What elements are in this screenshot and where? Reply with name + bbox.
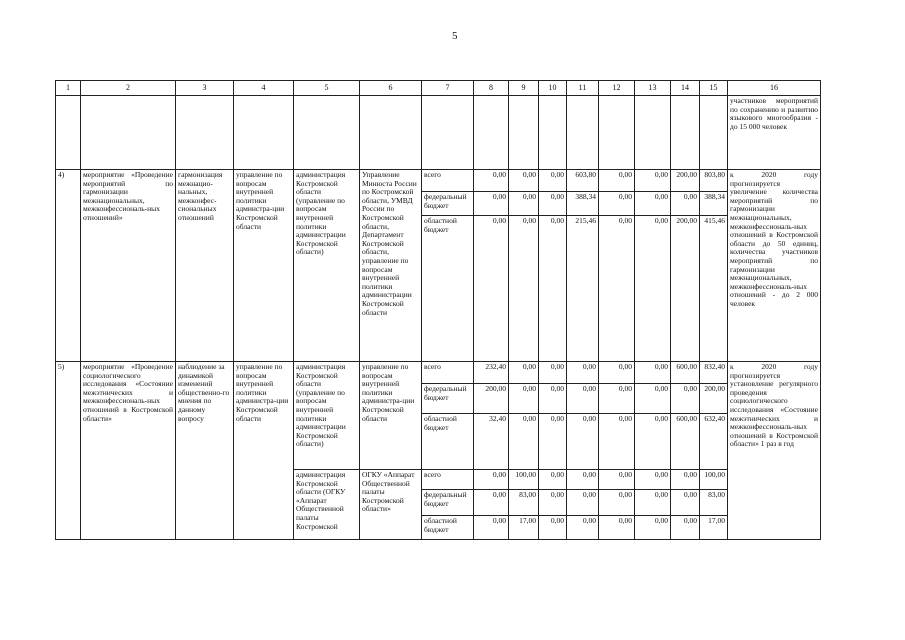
- value-cell: 0,00: [474, 516, 509, 540]
- value-cell: 232,40: [474, 362, 509, 384]
- value-cell: 0,00: [539, 490, 567, 516]
- value-cell: 832,40: [700, 362, 728, 384]
- source-label: федеральный бюджет: [422, 384, 474, 414]
- value-cell: 0,00: [635, 470, 671, 490]
- source-label: областной бюджет: [422, 414, 474, 470]
- partners-text: Управление Минюста России по Костромской области, УМВД России по Костромской области, Департамент Костромской области, управление по вопросам внутренней политики администрации Костромской области: [360, 170, 422, 362]
- participant-text: администрация Костромской области (ОГКУ «Аппарат Общественной палаты Костромской: [294, 470, 360, 540]
- value-cell: 0,00: [539, 216, 567, 362]
- value-cell: 0,00: [509, 362, 539, 384]
- partners-text: управление по вопросам внутренней политики администра-ции Костромской области: [360, 362, 422, 470]
- value-cell: 0,00: [635, 192, 671, 216]
- value-cell: 388,34: [700, 192, 728, 216]
- value-cell: 17,00: [700, 516, 728, 540]
- col-header: 11: [567, 81, 599, 96]
- value-cell: 600,00: [671, 414, 700, 470]
- value-cell: 0,00: [599, 516, 635, 540]
- header-row: [56, 81, 821, 96]
- col-header: 8: [474, 81, 509, 96]
- value-cell: 0,00: [671, 470, 700, 490]
- col-header: 1: [56, 81, 81, 96]
- value-cell: 0,00: [474, 216, 509, 362]
- event-name: мероприятие «Проведение мероприятий по гармонизации межнациональных, межконфессиональ-ных отношений»: [81, 170, 176, 362]
- col-header: 10: [539, 81, 567, 96]
- value-cell: 0,00: [474, 490, 509, 516]
- value-cell: 0,00: [509, 170, 539, 192]
- value-cell: 83,00: [509, 490, 539, 516]
- value-cell: 0,00: [599, 192, 635, 216]
- col-header: 16: [728, 81, 821, 96]
- value-cell: 0,00: [509, 192, 539, 216]
- task-text: наблюдение за динамикой изменений общественно-го мнения по данному вопросу: [176, 362, 234, 540]
- table-row-4: [56, 170, 821, 192]
- value-cell: 0,00: [671, 192, 700, 216]
- value-cell: 0,00: [635, 170, 671, 192]
- result-text: к 2020 году прогнозируется установление регулярного проведения социологического исследования «Состояние межэтнических и межконфессиональ-ных отношений в Костромской области» 1 раз в год: [728, 362, 821, 540]
- value-cell: 0,00: [567, 384, 599, 414]
- value-cell: 0,00: [567, 362, 599, 384]
- value-cell: 83,00: [700, 490, 728, 516]
- page-number: 5: [452, 30, 458, 42]
- task-text: гармонизация межнацио-нальных, межконфес-сиональных отношений: [176, 170, 234, 362]
- value-cell: 803,80: [700, 170, 728, 192]
- source-label: всего: [422, 470, 474, 490]
- source-label: областной бюджет: [422, 516, 474, 540]
- value-cell: 0,00: [599, 384, 635, 414]
- value-cell: 0,00: [539, 516, 567, 540]
- value-cell: 0,00: [474, 470, 509, 490]
- value-cell: 0,00: [474, 170, 509, 192]
- value-cell: 0,00: [567, 516, 599, 540]
- value-cell: 0,00: [539, 362, 567, 384]
- value-cell: 0,00: [671, 384, 700, 414]
- value-cell: 0,00: [539, 170, 567, 192]
- value-cell: 603,80: [567, 170, 599, 192]
- participant-text: администрация Костромской области (управление по вопросам внутренней политики администрации Костромской области): [294, 170, 360, 362]
- value-cell: 0,00: [635, 216, 671, 362]
- source-label: областной бюджет: [422, 216, 474, 362]
- col-header: 12: [599, 81, 635, 96]
- value-cell: 0,00: [635, 516, 671, 540]
- table-row-5: [56, 362, 821, 384]
- value-cell: 200,00: [671, 216, 700, 362]
- value-cell: 0,00: [509, 414, 539, 470]
- executor-text: управление по вопросам внутренней политики администра-ции Костромской области: [234, 362, 294, 540]
- value-cell: 0,00: [509, 384, 539, 414]
- value-cell: 100,00: [509, 470, 539, 490]
- value-cell: 0,00: [599, 362, 635, 384]
- value-cell: 0,00: [539, 384, 567, 414]
- value-cell: 0,00: [567, 414, 599, 470]
- value-cell: 0,00: [635, 362, 671, 384]
- value-cell: 0,00: [671, 490, 700, 516]
- result-text: к 2020 году прогнозируется увеличение количества мероприятий по гармонизации межнациональных, межконфессиональ-ных отношений в Костромской области до 50 единиц, количества участников мероприятий по гармонизации межнациональных, межконфессиональ-ных отношений - до 2 000 человек: [728, 170, 821, 362]
- col-header: 2: [81, 81, 176, 96]
- row-number: 4): [56, 170, 81, 362]
- col-header: 15: [700, 81, 728, 96]
- value-cell: 0,00: [635, 490, 671, 516]
- col-header: 4: [234, 81, 294, 96]
- value-cell: 100,00: [700, 470, 728, 490]
- value-cell: 200,00: [671, 170, 700, 192]
- value-cell: 0,00: [474, 192, 509, 216]
- continuation-row: [56, 96, 821, 170]
- col-header: 3: [176, 81, 234, 96]
- col-header: 7: [422, 81, 474, 96]
- value-cell: 32,40: [474, 414, 509, 470]
- event-name: мероприятие «Проведение социологического исследования «Состояние межэтнических и межконфессиональ-ных отношений в Костромской области»: [81, 362, 176, 540]
- value-cell: 0,00: [539, 414, 567, 470]
- value-cell: 600,00: [671, 362, 700, 384]
- value-cell: 0,00: [599, 170, 635, 192]
- source-label: федеральный бюджет: [422, 192, 474, 216]
- value-cell: 0,00: [539, 470, 567, 490]
- source-label: всего: [422, 170, 474, 192]
- value-cell: 0,00: [671, 516, 700, 540]
- program-table: [55, 80, 821, 540]
- partners-text: ОГКУ «Аппарат Общественной палаты Костромской области»: [360, 470, 422, 540]
- value-cell: 215,46: [567, 216, 599, 362]
- value-cell: 0,00: [599, 490, 635, 516]
- value-cell: 0,00: [509, 216, 539, 362]
- value-cell: 415,46: [700, 216, 728, 362]
- value-cell: 0,00: [539, 192, 567, 216]
- col-header: 5: [294, 81, 360, 96]
- col-header: 9: [509, 81, 539, 96]
- value-cell: 200,00: [700, 384, 728, 414]
- value-cell: 0,00: [635, 414, 671, 470]
- col-header: 14: [671, 81, 700, 96]
- value-cell: 0,00: [599, 470, 635, 490]
- value-cell: 388,34: [567, 192, 599, 216]
- value-cell: 0,00: [567, 490, 599, 516]
- source-label: всего: [422, 362, 474, 384]
- value-cell: 0,00: [635, 384, 671, 414]
- source-label: федеральный бюджет: [422, 490, 474, 516]
- result-text: участников мероприятий по сохранению и развитию языкового многообразия - до 15 000 человек: [728, 96, 821, 170]
- participant-text: администрация Костромской области (управление по вопросам внутренней политики администрации Костромской области): [294, 362, 360, 470]
- value-cell: 0,00: [599, 216, 635, 362]
- col-header: 6: [360, 81, 422, 96]
- value-cell: 632,40: [700, 414, 728, 470]
- value-cell: 17,00: [509, 516, 539, 540]
- executor-text: управление по вопросам внутренней политики админстра-ции Костромской области: [234, 170, 294, 362]
- row-number: 5): [56, 362, 81, 540]
- col-header: 13: [635, 81, 671, 96]
- value-cell: 0,00: [567, 470, 599, 490]
- value-cell: 200,00: [474, 384, 509, 414]
- value-cell: 0,00: [599, 414, 635, 470]
